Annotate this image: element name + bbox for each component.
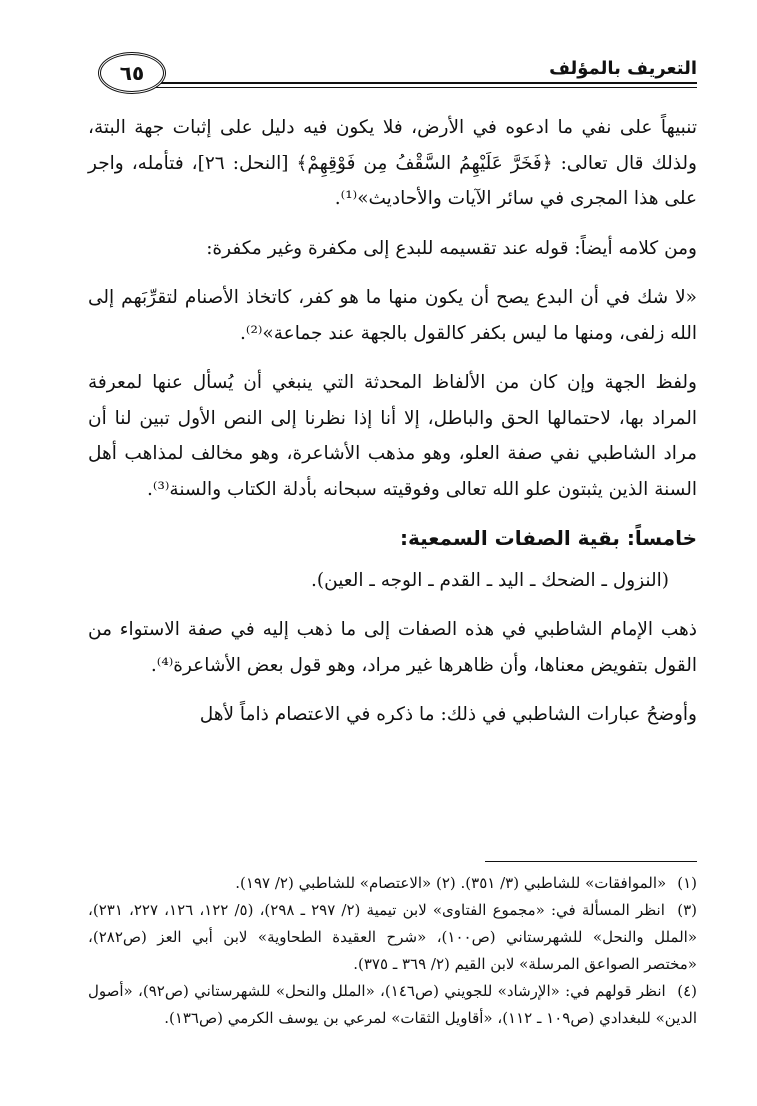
footnote-number: (٤): [677, 982, 697, 1000]
page-header: [90, 52, 697, 92]
page-number-badge: ٦٥: [98, 52, 166, 94]
section-subheading: (النزول ـ الضحك ـ اليد ـ القدم ـ الوجه ـ العين).: [311, 569, 669, 591]
footnotes: [88, 870, 697, 1032]
main-text: [88, 110, 697, 747]
footnote-number: (٣): [677, 901, 698, 919]
section-heading: خامساً: بقية الصفات السمعية:: [399, 526, 697, 550]
footnote-text: انظر قولهم في: «الإرشاد» للجويني (ص١٤٦)، «الملل والنحل» للشهرستاني (ص٩٢)، «أصول الدين» للبغدادي (ص١٠٩ ـ ١١٢)، «أقاويل الثقات» لمرعي بن يوسف الكرمي (ص١٣٦).: [88, 982, 697, 1027]
footnote-number: (١): [677, 874, 697, 892]
paragraph: وأوضحُ عبارات الشاطبي في ذلك: ما ذكره في الاعتصام ذاماً لأهل: [199, 704, 697, 725]
paragraph: ذهب الإمام الشاطبي في هذه الصفات إلى ما ذهب إليه في صفة الاستواء من القول بتفويض معناها، وأن ظاهرها غير مراد، وهو قول بعض الأشاعرة⁽⁴⁾.: [88, 619, 697, 676]
paragraph: ومن كلامه أيضاً: قوله عند تقسيمه للبدع إلى مكفرة وغير مكفرة:: [206, 237, 697, 259]
quote-paragraph: «لا شك في أن البدع يصح أن يكون منها ما هو كفر، كاتخاذ الأصنام لتقرِّبَهم إلى الله زلفى، ومنها ما ليس بكفر كالقول بالجهة عند جماعة»⁽²⁾.: [88, 287, 697, 344]
header-rule-thin: [154, 87, 697, 88]
footnote-text: انظر المسألة في: «مجموع الفتاوى» لابن تيمية (٢/ ٢٩٧ ـ ٢٩٨)، (٥/ ١٢٢، ١٢٦، ٢٢٧، ٢٣١)، «الملل والنحل» للشهرستاني (ص١٠٠)، «شرح العقيدة الطحاوية» لابن أبي العز (ص٢٨٢)، «مختصر الصواعق المرسلة» لابن القيم (٢/ ٣٦٩ ـ ٣٧٥).: [88, 901, 697, 973]
paragraph: ولفظ الجهة وإن كان من الألفاظ المحدثة التي ينبغي أن يُسأل عنها لمعرفة المراد بها، لاحتمالها الحق والباطل، إلا أنا إذا نظرنا إلى النص الأول تبين لنا أن مراد الشاطبي نفي صفة العلو، وهو مذهب الأشاعرة، وهو مخالف لمذاهب أهل السنة الذين يثبتون علو الله تعالى وفوقيته سبحانه بأدلة الكتاب والسنة⁽³⁾.: [88, 372, 697, 500]
footnote-text: «الموافقات» للشاطبي (٣/ ٣٥١). (٢) «الاعتصام» للشاطبي (٢/ ١٩٧).: [235, 874, 667, 892]
footnote: [88, 978, 697, 1032]
paragraph: تنبيهاً على نفي ما ادعوه في الأرض، فلا يكون فيه دليل على إثبات جهة البتة، ولذلك قال تعالى: ﴿فَخَرَّ عَلَيْهِمُ السَّقْفُ مِن فَوْقِهِمْ﴾ [النحل: ٢٦]، فتأمله، واجر على هذا المجرى في سائر الآيات والأحاديث»⁽¹⁾.: [88, 117, 697, 209]
footnote: [88, 897, 697, 978]
footnote: [88, 870, 697, 897]
header-rule: [154, 82, 697, 84]
running-title: التعريف بالمؤلف: [549, 58, 697, 79]
footnote-separator: [485, 861, 697, 862]
